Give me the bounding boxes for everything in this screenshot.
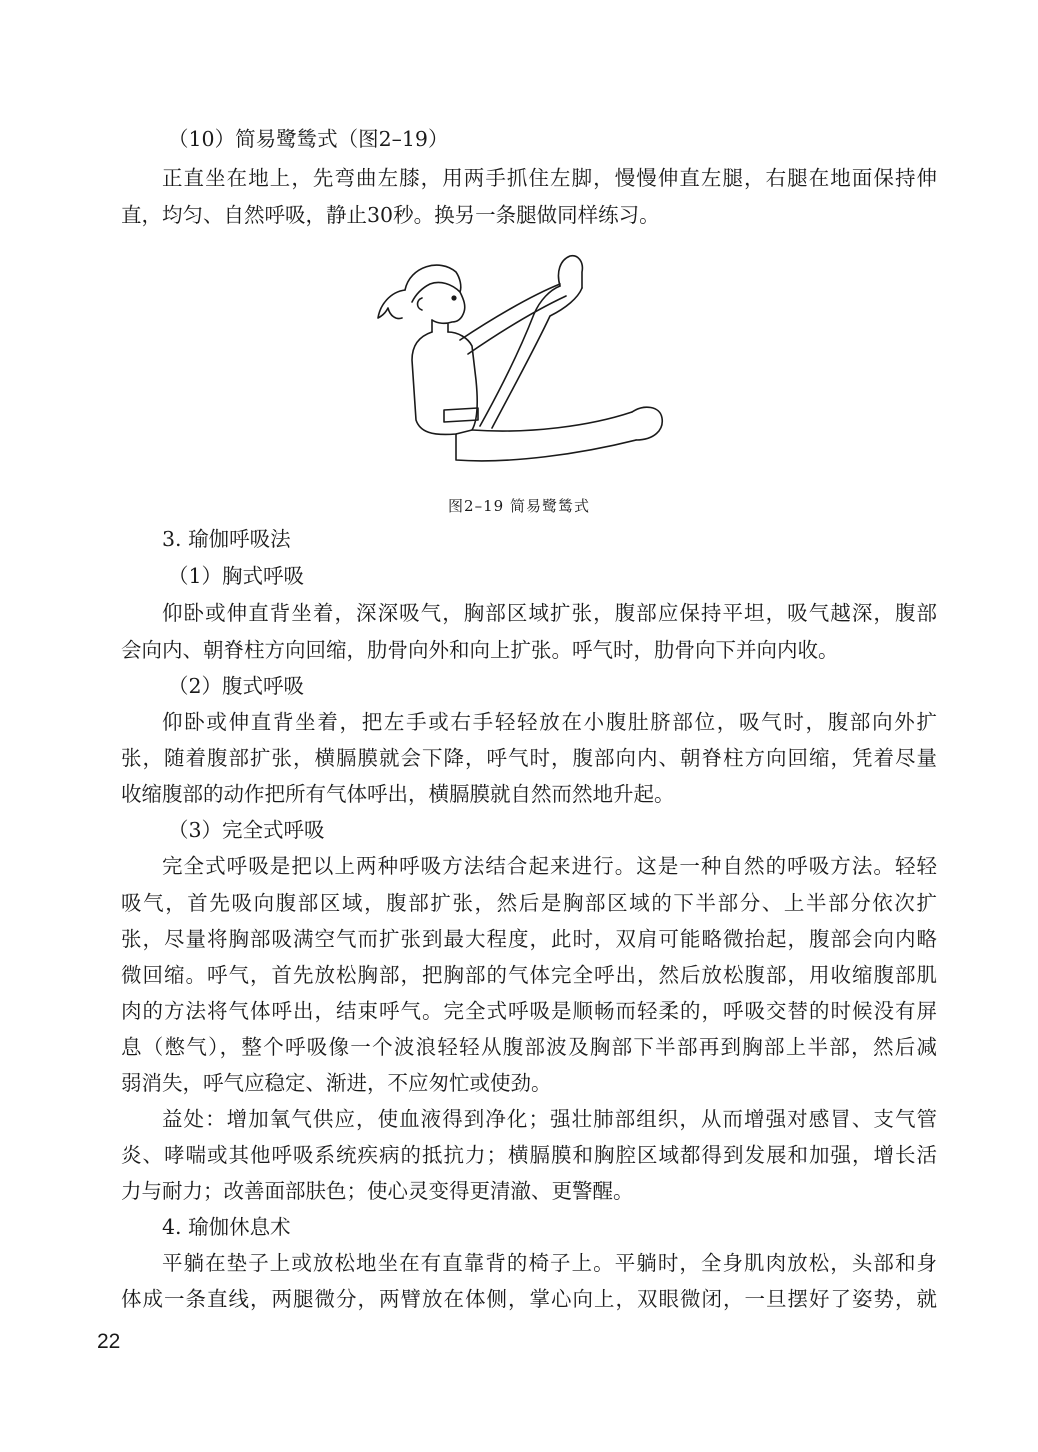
chest-breathing-line: 会向内、朝脊柱方向回缩，肋骨向外和向上扩张。呼气时，肋骨向下并向内收。	[121, 638, 839, 662]
chest-breathing-line: 仰卧或伸直背坐着，深深吸气，胸部区域扩张，腹部应保持平坦，吸气越深，腹部	[162, 601, 937, 625]
complete-breathing-line: 息（憋气），整个呼吸像一个波浪轻轻从腹部波及胸部下半部再到胸部上半部，然后减	[121, 1035, 937, 1059]
page-number: 22	[97, 1330, 121, 1353]
chest-breathing-heading: （1）胸式呼吸	[168, 564, 305, 588]
complete-breathing-line: 微回缩。呼气，首先放松胸部，把胸部的气体完全呼出，然后放松腹部，用收缩腹部肌	[121, 963, 937, 987]
complete-breathing-line: 完全式呼吸是把以上两种呼吸方法结合起来进行。这是一种自然的呼吸方法。轻轻	[162, 854, 937, 878]
section-10-heading: （10）简易鹭鸶式（图2–19）	[168, 127, 449, 151]
ear	[418, 298, 423, 310]
complete-breathing-line: 弱消失，呼气应稳定、渐进，不应匆忙或使劲。	[121, 1071, 552, 1095]
benefits-line: 力与耐力；改善面部肤色；使心灵变得更清澈、更警醒。	[121, 1179, 634, 1203]
benefits-line: 益处：增加氧气供应，使血液得到净化；强壮肺部组织，从而增强对感冒、支气管	[162, 1107, 937, 1131]
complete-breathing-line: 吸气，首先吸向腹部区域，腹部扩张，然后是胸部区域的下半部分、上半部分依次扩	[121, 891, 937, 915]
face	[432, 292, 465, 323]
complete-breathing-heading: （3）完全式呼吸	[168, 818, 325, 842]
yoga-pose-illustration	[360, 250, 680, 480]
abdominal-breathing-line: 仰卧或伸直背坐着，把左手或右手轻轻放在小腹肚脐部位，吸气时，腹部向外扩	[162, 710, 937, 734]
section-4-line: 体成一条直线，两腿微分，两臂放在体侧，掌心向上，双眼微闭，一旦摆好了姿势，就	[121, 1287, 937, 1311]
abdominal-breathing-line: 张，随着腹部扩张，横膈膜就会下降，呼气时，腹部向内、朝脊柱方向回缩，凭着尽量	[121, 746, 937, 770]
section-10-line: 直，均匀、自然呼吸，静止30秒。换另一条腿做同样练习。	[121, 203, 660, 227]
extended-foot	[632, 407, 662, 440]
abdominal-breathing-heading: （2）腹式呼吸	[168, 674, 305, 698]
raised-foot	[558, 256, 582, 288]
raised-leg	[480, 286, 582, 428]
section-4-heading: 4. 瑜伽休息术	[162, 1215, 291, 1239]
section-10-line: 正直坐在地上，先弯曲左膝，用两手抓住左脚，慢慢伸直左腿，右腿在地面保持伸	[162, 166, 937, 190]
benefits-line: 炎、哮喘或其他呼吸系统疾病的抵抗力；横膈膜和胸腔区域都得到发展和加强，增长活	[121, 1143, 937, 1167]
figure-caption: 图2–19 简易鹭鸶式	[448, 497, 590, 515]
sash	[444, 408, 478, 422]
arm	[460, 284, 566, 354]
eye	[452, 296, 456, 300]
abdominal-breathing-line: 收缩腹部的动作把所有气体呼出，横膈膜就自然而然地升起。	[121, 782, 675, 806]
section-3-heading: 3. 瑜伽呼吸法	[162, 527, 291, 551]
ponytail	[378, 290, 405, 319]
complete-breathing-line: 张，尽量将胸部吸满空气而扩张到最大程度，此时，双肩可能略微抬起，腹部会向内略	[121, 927, 937, 951]
section-4-line: 平躺在垫子上或放松地坐在有直靠背的椅子上。平躺时，全身肌肉放松，头部和身	[162, 1251, 937, 1275]
complete-breathing-line: 肉的方法将气体呼出，结束呼气。完全式呼吸是顺畅而轻柔的，呼吸交替的时候没有屏	[121, 999, 937, 1023]
